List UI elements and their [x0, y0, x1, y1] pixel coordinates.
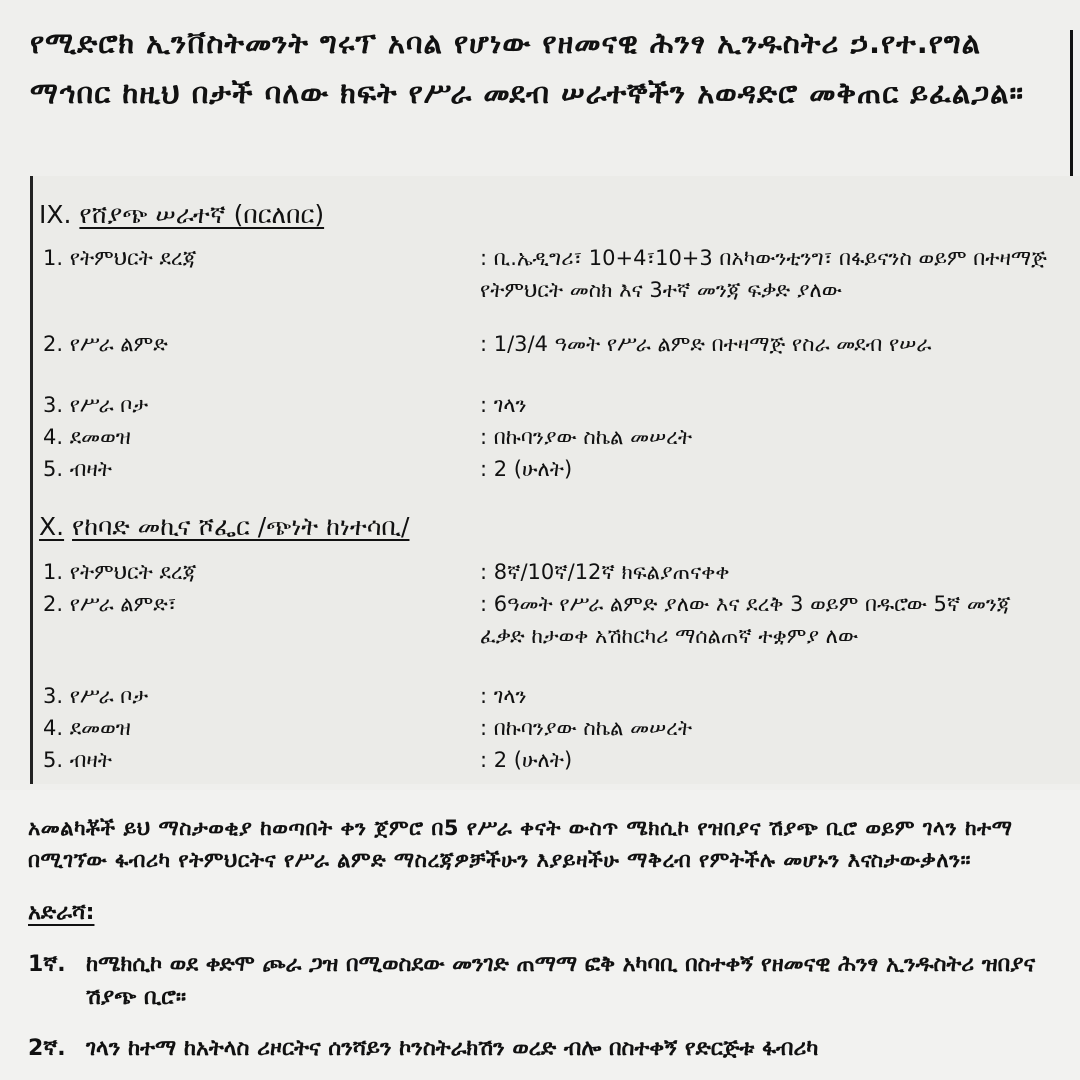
row-label: 3. የሥራ ቦታ — [43, 684, 149, 708]
row-label: 2. የሥራ ልምድ፣ — [43, 592, 177, 616]
address-heading: አድራሻ: — [28, 900, 95, 925]
column-divider — [1070, 30, 1073, 178]
section-title-ix — [39, 200, 324, 230]
row-value: : በኩባንያው ስኬል መሠረት — [480, 425, 693, 449]
row-value: : 2 (ሁለት) — [480, 748, 573, 772]
row-value: : ገላን — [480, 684, 527, 708]
notice-paragraph: አመልካቾች ይህ ማስታወቂያ ከወጣበት ቀን ጀምሮ በ5 የሥራ ቀናት ውስጥ ሜክሲኮ የዝበያና ሽያጭ ቢሮ ወይም ገላን ከተማ በሚገኘው ፋብሪካ የትምህርትና የሥራ ልምድ ማስረጃዎቻችሁን እያይዛችሁ ማቅረብ የምትችሉ መሆኑን እናስታውቃለን። — [28, 816, 1013, 872]
row-value: : 2 (ሁለት) — [480, 457, 573, 481]
row-label: 1. የትምህርት ደረጃ — [43, 246, 197, 270]
address-number: 2ኛ. — [28, 1036, 66, 1061]
address-text: ከሜክሲኮ ወደ ቀድሞ ጮራ ጋዝ በሚወስደው መንገድ ጠማማ ፎቅ አካባቢ በስተቀኝ የዘመናዊ ሕንፃ ኢንዱስትሪ ዝበያና ሽያጭ ቢሮ። — [86, 952, 1036, 1010]
row-value: : ገላን — [480, 393, 527, 417]
row-label: 4. ደመወዝ — [43, 425, 131, 449]
address-number: 1ኛ. — [28, 952, 66, 977]
row-value: : 8ኛ/10ኛ/12ኛ ክፍልያጠናቀቀ — [480, 560, 730, 584]
row-label: 5. ብዛት — [43, 748, 112, 772]
section-title-x — [39, 512, 409, 542]
row-label: 3. የሥራ ቦታ — [43, 393, 149, 417]
section-number: IX. — [39, 200, 72, 229]
row-label: 5. ብዛት — [43, 457, 112, 481]
row-label: 1. የትምህርት ደረጃ — [43, 560, 197, 584]
row-value: : በኩባንያው ስኬል መሠረት — [480, 716, 693, 740]
vacancy-box — [30, 176, 1080, 784]
row-value: : ቢ.ኤዲግሪ፣ 10+4፣10+3 በአካውንቲንግ፣ በፋይናንስ ወይም በተዛማጅ የትምህርት መስክ እና 3ተኛ መንጃ ፍቃድ ያለው — [480, 246, 1047, 302]
intro-paragraph: የሚድሮክ ኢንቨስትመንት ግሩፕ አባል የሆነው የዘመናዊ ሕንፃ ኢንዱስትሪ ኃ.የተ.የግል ማኅበር ከዚህ በታች ባለው ክፍት የሥራ መደብ ሠራተኞችን አወዳድሮ መቅጠር ይፈልጋል። — [30, 26, 1025, 110]
row-label: 2. የሥራ ልምድ — [43, 332, 168, 356]
row-label: 4. ደመወዝ — [43, 716, 131, 740]
section-number: X. — [39, 512, 65, 541]
application-info — [0, 790, 1080, 1080]
row-value: : 6ዓመት የሥራ ልምድ ያለው እና ደረቅ 3 ወይም በዱሮው 5ኛ መንጃ ፈቃድ ከታወቀ አሽከርካሪ ማሰልጠኛ ተቋምያ ለው — [480, 592, 1011, 648]
address-text: ገላን ከተማ ከአትላስ ሪዞርትና ሰንሻይን ኮንስትራክሽን ወረድ ብሎ በስተቀኝ የድርጅቱ ፋብሪካ — [86, 1036, 819, 1061]
section-heading: የሸያጭ ሠራተኛ (በርለበር) — [79, 200, 325, 229]
row-value: : 1/3/4 ዓመት የሥራ ልምድ በተዛማጅ የስራ መደብ የሠራ — [480, 332, 932, 356]
section-heading: የከባድ መኪና ሾፌር /ጭነት ከነተሳቢ/ — [72, 512, 410, 541]
